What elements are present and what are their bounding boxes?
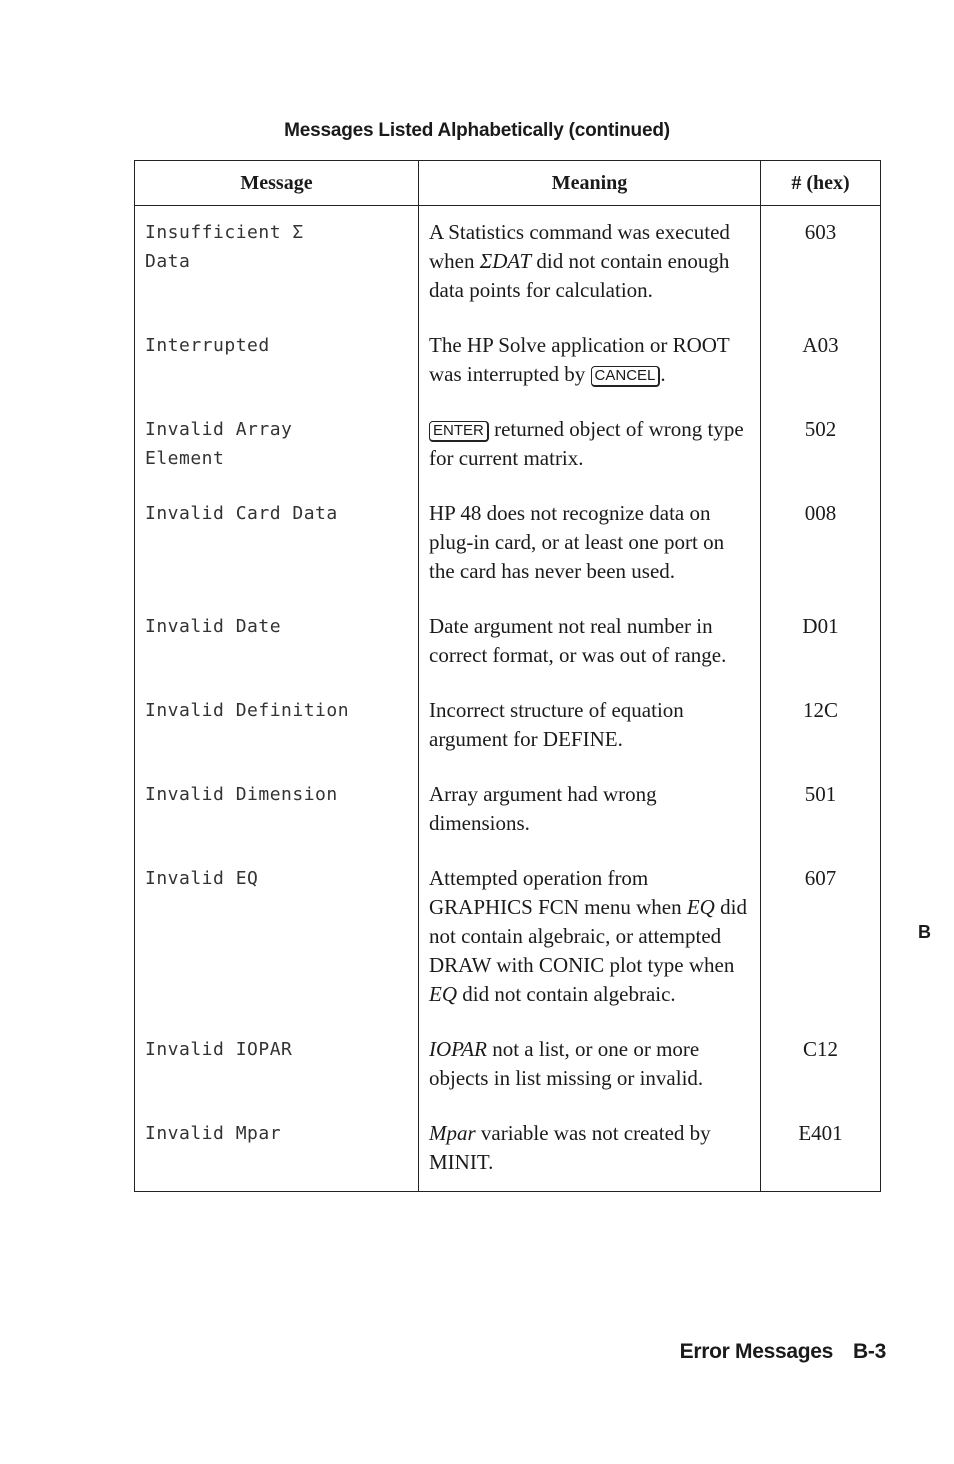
message-cell: Invalid Date bbox=[135, 600, 419, 684]
meaning-text: A Statistics command was executed when bbox=[429, 220, 730, 273]
hex-code-cell: 607 bbox=[761, 852, 881, 1023]
table-row bbox=[135, 684, 881, 768]
variable-name: IOPAR bbox=[429, 1037, 487, 1061]
message-cell: Invalid Array Element bbox=[135, 403, 419, 487]
meaning-cell: Date argument not real number in correct format, or was out of range. bbox=[419, 600, 761, 684]
table-row bbox=[135, 600, 881, 684]
hex-code-cell: 501 bbox=[761, 768, 881, 852]
variable-name: EQ bbox=[686, 895, 715, 919]
meaning-cell bbox=[419, 1107, 761, 1192]
meaning-text: variable was not created by MINIT. bbox=[429, 1121, 711, 1174]
table-row bbox=[135, 403, 881, 487]
footer-section-title: Error Messages bbox=[679, 1340, 834, 1363]
variable-name: ΣDAT bbox=[479, 249, 532, 273]
table-row bbox=[135, 206, 881, 320]
enter-key-icon: ENTER bbox=[429, 421, 489, 442]
hex-code-cell: D01 bbox=[761, 600, 881, 684]
meaning-cell bbox=[419, 852, 761, 1023]
header-message: Message bbox=[135, 161, 419, 206]
meaning-cell: Array argument had wrong dimensions. bbox=[419, 768, 761, 852]
message-cell: Invalid EQ bbox=[135, 852, 419, 1023]
header-hex: # (hex) bbox=[761, 161, 881, 206]
hex-code-cell: C12 bbox=[761, 1023, 881, 1107]
meaning-text: Attempted operation from GRAPHICS FCN menu when bbox=[429, 866, 687, 919]
message-cell: Insufficient Σ Data bbox=[135, 206, 419, 320]
meaning-text: did not contain algebraic. bbox=[457, 982, 676, 1006]
meaning-text: did not contain enough data points for calculation. bbox=[429, 249, 730, 302]
meaning-cell bbox=[419, 1023, 761, 1107]
hex-code-cell: 12C bbox=[761, 684, 881, 768]
variable-name: EQ bbox=[429, 982, 457, 1006]
meaning-text: did not contain algebraic, or attempted DRAW with CONIC plot type when bbox=[429, 895, 747, 977]
meaning-text: returned object of wrong type for current matrix. bbox=[429, 417, 744, 470]
meaning-text: . bbox=[660, 362, 666, 386]
table-row bbox=[135, 1107, 881, 1192]
header-meaning: Meaning bbox=[419, 161, 761, 206]
hex-code-cell: E401 bbox=[761, 1107, 881, 1192]
page-footer bbox=[680, 1340, 886, 1364]
appendix-tab-label: B bbox=[918, 922, 931, 942]
table-row bbox=[135, 852, 881, 1023]
meaning-text: The HP Solve application or ROOT was interrupted by bbox=[429, 333, 730, 386]
meaning-cell bbox=[419, 319, 761, 403]
messages-table bbox=[134, 160, 881, 1192]
message-cell: Invalid Dimension bbox=[135, 768, 419, 852]
message-cell: Invalid Card Data bbox=[135, 487, 419, 600]
table-header-row bbox=[135, 161, 881, 206]
variable-name: Mpar bbox=[429, 1121, 476, 1145]
page-title: Messages Listed Alphabetically (continued) bbox=[284, 120, 670, 141]
message-cell: Invalid Mpar bbox=[135, 1107, 419, 1192]
table-row bbox=[135, 768, 881, 852]
page-number: B-3 bbox=[853, 1340, 886, 1363]
message-cell: Invalid IOPAR bbox=[135, 1023, 419, 1107]
hex-code-cell: A03 bbox=[761, 319, 881, 403]
hex-code-cell: 603 bbox=[761, 206, 881, 320]
table-row bbox=[135, 487, 881, 600]
hex-code-cell: 502 bbox=[761, 403, 881, 487]
meaning-cell: Incorrect structure of equation argument for DEFINE. bbox=[419, 684, 761, 768]
meaning-text: not a list, or one or more objects in list missing or invalid. bbox=[429, 1037, 704, 1090]
meaning-cell bbox=[419, 206, 761, 320]
cancel-key-icon: CANCEL bbox=[591, 366, 661, 387]
message-cell: Invalid Definition bbox=[135, 684, 419, 768]
message-cell: Interrupted bbox=[135, 319, 419, 403]
hex-code-cell: 008 bbox=[761, 487, 881, 600]
table-row bbox=[135, 1023, 881, 1107]
meaning-cell: HP 48 does not recognize data on plug-in card, or at least one port on the card has never been used. bbox=[419, 487, 761, 600]
table-row bbox=[135, 319, 881, 403]
meaning-cell bbox=[419, 403, 761, 487]
